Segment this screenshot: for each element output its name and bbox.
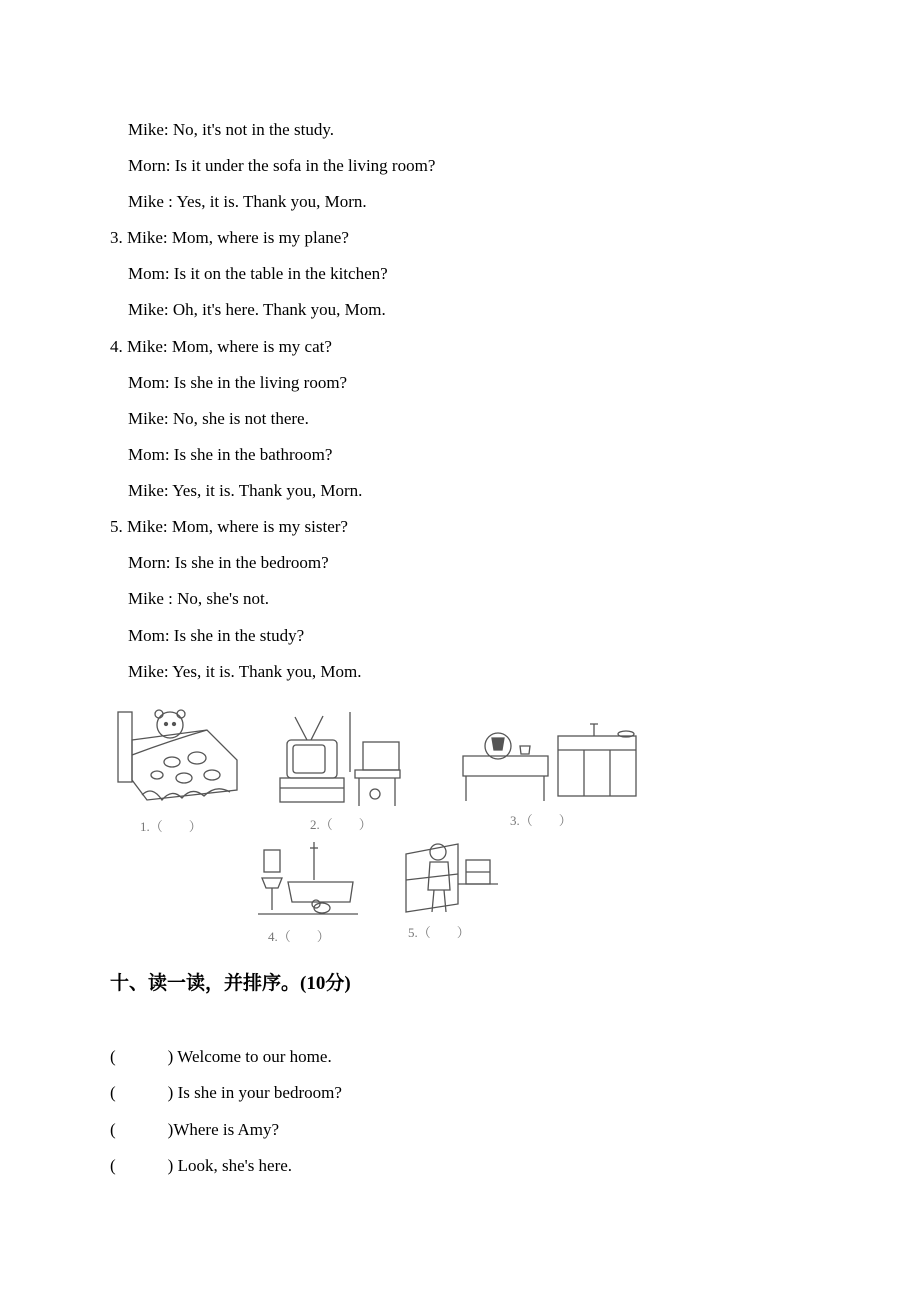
dialogue-line: Mike: Yes, it is. Thank you, Mom. (128, 662, 362, 681)
dialogue-line: Mike: Yes, it is. Thank you, Morn. (128, 481, 363, 500)
dialogue-line: Mike : No, she's not. (128, 589, 269, 608)
kitchen-ball-picture (458, 716, 640, 806)
dialogue-line: Morn: Is it under the sofa in the living room? (128, 156, 436, 175)
answer-blank-open[interactable]: ( (110, 1083, 116, 1102)
picture-caption: 2.（ ） (310, 817, 372, 832)
section-title: 十、读一读，并排序。 (110, 972, 301, 994)
ordering-text: ) Is she in your bedroom? (167, 1083, 342, 1102)
answer-blank-open[interactable]: ( (110, 1047, 116, 1066)
dialogue-line: 4. Mike: Mom, where is my cat? (110, 337, 332, 356)
picture-caption: 1.（ ） (140, 819, 202, 834)
section-score: (10分) (300, 973, 351, 994)
dialogue-line: Mike: No, it's not in the study. (128, 120, 334, 139)
ordering-item (110, 1120, 279, 1140)
ordering-text: )Where is Amy? (167, 1120, 280, 1139)
dialogue-line: Mike : Yes, it is. Thank you, Morn. (128, 192, 367, 211)
ordering-text: ) Welcome to our home. (167, 1047, 332, 1066)
ordering-item (110, 1156, 292, 1176)
dialogue-line: Mom: Is she in the living room? (128, 373, 348, 392)
dialogue-line: Mom: Is it on the table in the kitchen? (128, 264, 388, 283)
picture-caption: 3.（ ） (510, 813, 572, 828)
dialogue-line: Mike: No, she is not there. (128, 409, 309, 428)
ordering-text: ) Look, she's here. (167, 1156, 293, 1175)
picture-caption: 5.（ ） (408, 925, 470, 940)
dialogue-line: 3. Mike: Mom, where is my plane? (110, 228, 349, 247)
bed-teddy-picture (112, 700, 247, 810)
bathroom-cat-picture (258, 842, 358, 917)
dialogue-line: Mom: Is she in the study? (128, 626, 305, 645)
tv-chair-picture (275, 712, 425, 812)
dialogue-line: Mike: Oh, it's here. Thank you, Mom. (128, 300, 386, 319)
dialogue-line: 5. Mike: Mom, where is my sister? (110, 517, 348, 536)
picture-caption: 4.（ ） (268, 929, 330, 944)
section-heading (110, 968, 351, 995)
ordering-item (110, 1047, 332, 1067)
dialogue-line: Morn: Is she in the bedroom? (128, 553, 329, 572)
answer-blank-open[interactable]: ( (110, 1120, 116, 1139)
ordering-item (110, 1083, 342, 1103)
answer-blank-open[interactable]: ( (110, 1156, 116, 1175)
study-girl-picture (398, 834, 506, 918)
dialogue-line: Mom: Is she in the bathroom? (128, 445, 333, 464)
